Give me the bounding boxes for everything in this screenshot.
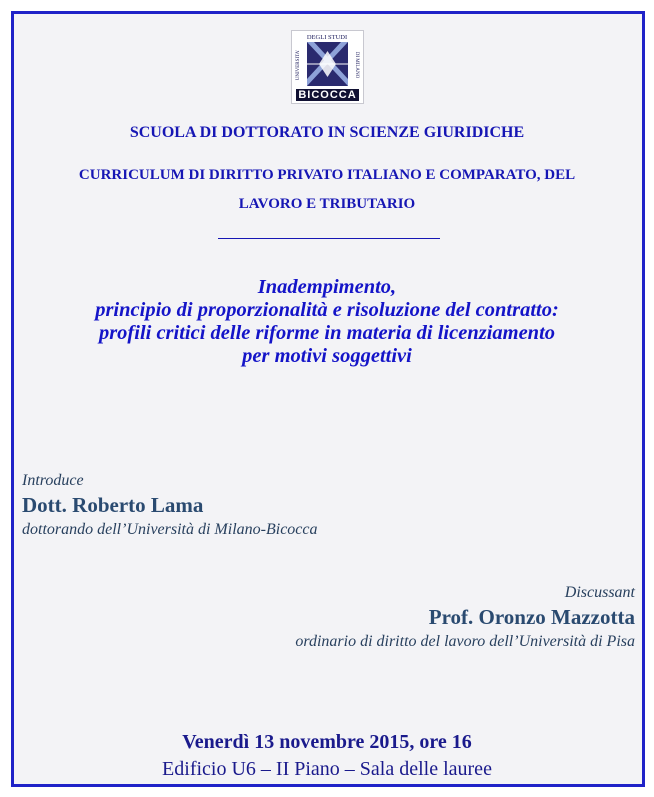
introducer-name: Dott. Roberto Lama	[22, 493, 204, 517]
title-line-4: per motivi soggettivi	[242, 345, 412, 367]
title-line-2: principio di proporzionalità e risoluzione del contratto:	[95, 299, 559, 321]
school-heading: SCUOLA DI DOTTORATO IN SCIENZE GIURIDICHE	[129, 124, 525, 141]
seminar-title	[0, 276, 654, 368]
event-location: Edificio U6 – II Piano – Sala delle lauree	[162, 758, 492, 780]
title-line-1: Inadempimento,	[257, 276, 397, 298]
curriculum-line-2: LAVORO E TRIBUTARIO	[238, 196, 416, 212]
svg-text:DI MILANO: DI MILANO	[354, 51, 359, 79]
event-date: Venerdì 13 novembre 2015, ore 16	[182, 731, 472, 753]
title-line-3: profili critici delle riforme in materia di licenziamento	[98, 322, 556, 344]
curriculum-heading	[0, 161, 654, 219]
curriculum-line-1: CURRICULUM DI DIRITTO PRIVATO ITALIANO E COMPARATO, DEL	[78, 167, 576, 183]
svg-text:UNIVERSITA': UNIVERSITA'	[296, 49, 301, 81]
divider-rule	[218, 238, 440, 239]
introducer-role: Introduce	[22, 472, 84, 489]
discussant-role: Discussant	[564, 584, 635, 601]
university-logo	[291, 30, 364, 104]
discussant-name: Prof. Oronzo Mazzotta	[428, 605, 635, 629]
discussant-affiliation: ordinario di diritto del lavoro dell’Università di Pisa	[295, 633, 635, 650]
introducer-affiliation: dottorando dell’Università di Milano-Bicocca	[22, 521, 318, 538]
logo-wordmark: BICOCCA	[298, 89, 357, 101]
svg-text:DEGLI STUDI: DEGLI STUDI	[306, 34, 348, 41]
